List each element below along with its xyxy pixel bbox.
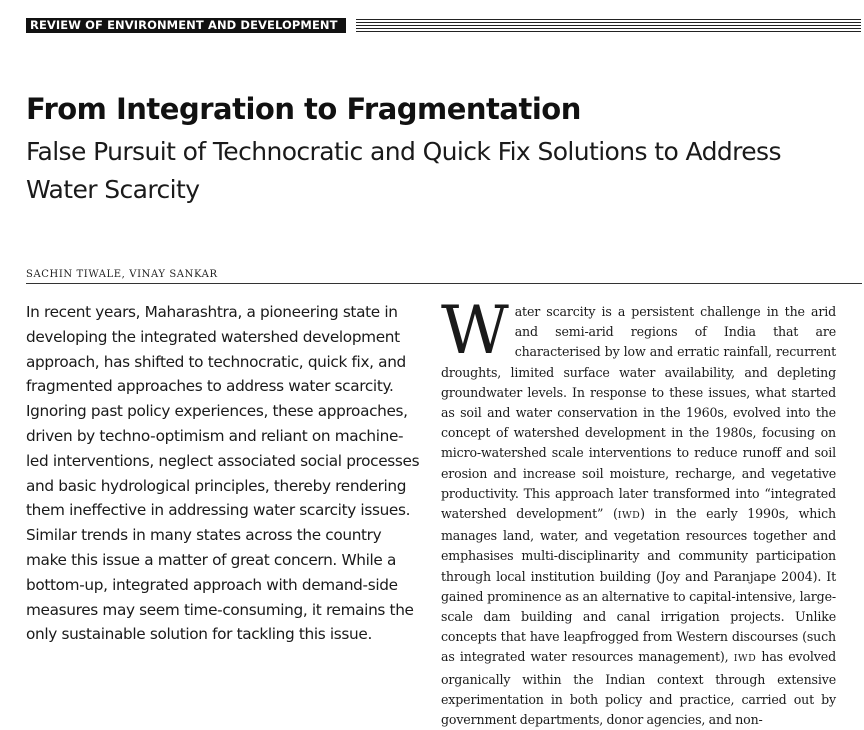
body-text-part-1: ater scarcity is a persistent challenge in the arid and semi-arid regions of India that are characterised by low and erratic rainfall, recurrent droughts, limited surface water availability, and depleting groundwater levels. In response to these issues, what started as soil and water conservation in the 1960s, evolved into the concept of watershed development in the 1980s, focusing on micro-watershed scale interventions to reduce runoff and soil erosion and increase soil moisture, recharge, and vegetative productivity. This approach later transformed into “integrated watershed development” (	[441, 304, 836, 522]
article-subtitle: False Pursuit of Technocratic and Quick Fix Solutions to Address Water Scarcity	[26, 137, 781, 204]
drop-cap: W	[441, 292, 509, 369]
article-title: From Integration to Fragmentation	[26, 92, 581, 126]
section-label: REVIEW OF ENVIRONMENT AND DEVELOPMENT	[26, 18, 346, 33]
article-authors: SACHIN TIWALE, VINAY SANKAR	[26, 269, 218, 280]
body-text-part-3: has evolved organically within the Indian context through extensive experimentation in both policy and practice, carried out by government departments, donor agencies, and non-	[441, 649, 836, 728]
body-text-part-2: ) in the early 1990s, which manages land, water, and vegetation resources together and emphasises multi-disciplinarity and community participation through local institution building (Joy and Paranjape 2004). It gained prominence as an alternative to capital-intensive, large-scale dam building and canal irrigation projects. Unlike concepts that have leapfrogged from Western discourses (such as integrated water resources management),	[441, 506, 836, 665]
article-abstract: In recent years, Maharashtra, a pioneering state in developing the integrated watershed development approach, has shifted to technocratic, quick fix, and fragmented approaches to address water scarcity. Ignoring past policy experiences, these approaches, driven by techno-optimism and reliant on machine-led interventions, neglect associated social processes and basic hydrological principles, thereby rendering them ineffective in addressing water scarcity issues. Similar trends in many states across the country make this issue a matter of great concern. While a bottom-up, integrated approach with demand-side measures may seem time-consuming, it remains the only sustainable solution for tackling this issue.	[26, 303, 420, 644]
author-divider	[26, 283, 862, 284]
section-header	[26, 18, 861, 33]
abbr-iwd: IWD	[617, 510, 641, 522]
section-rule-lines	[356, 19, 861, 32]
article-body	[441, 292, 836, 730]
abbr-iwd: IWD	[733, 653, 757, 665]
